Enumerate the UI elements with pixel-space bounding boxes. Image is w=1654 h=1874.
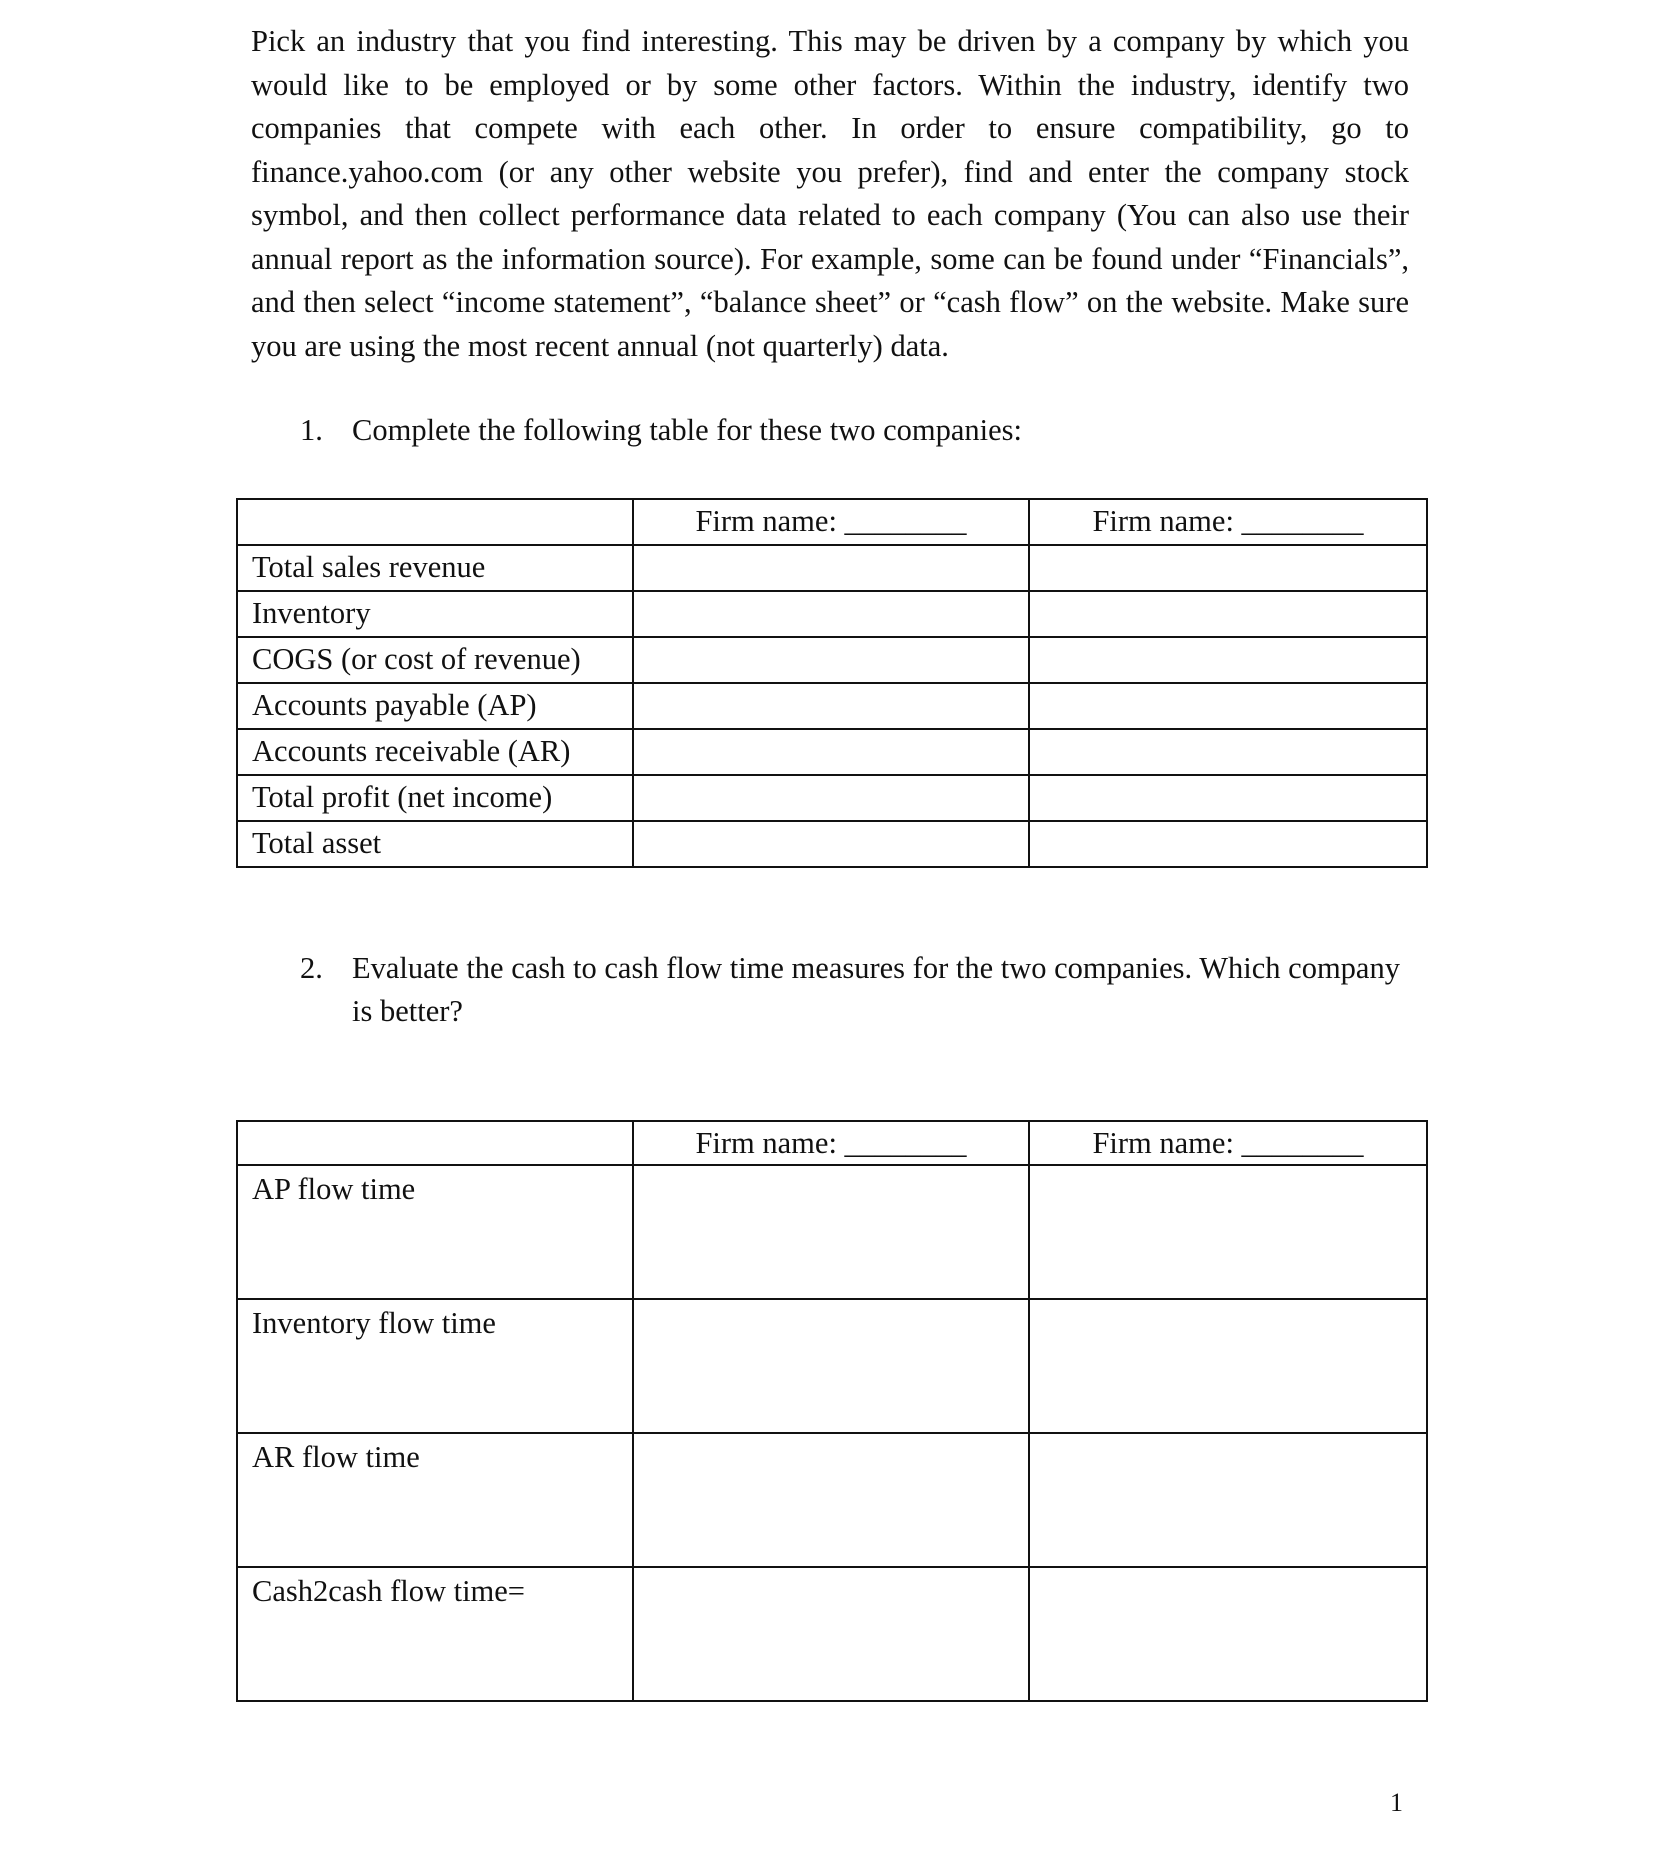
row-label-accounts-receivable: Accounts receivable (AR) — [237, 729, 633, 775]
value-cell-firm-2[interactable] — [1029, 1567, 1427, 1701]
value-cell-firm-1[interactable] — [633, 821, 1029, 867]
value-cell-firm-1[interactable] — [633, 1165, 1029, 1299]
value-cell-firm-1[interactable] — [633, 729, 1029, 775]
row-label-accounts-payable: Accounts payable (AP) — [237, 683, 633, 729]
table-row — [237, 1567, 1427, 1701]
firm-name-header-1: Firm name: ________ — [633, 499, 1029, 545]
value-cell-firm-2[interactable] — [1029, 1299, 1427, 1433]
table-header-row — [237, 1121, 1427, 1165]
value-cell-firm-1[interactable] — [633, 1299, 1029, 1433]
value-cell-firm-2[interactable] — [1029, 775, 1427, 821]
company-data-table — [236, 498, 1428, 868]
value-cell-firm-2[interactable] — [1029, 821, 1427, 867]
question-2-text-line-1: Evaluate the cash to cash flow time measures for the two companies. Which company — [352, 951, 1400, 985]
flow-time-table — [236, 1120, 1428, 1702]
table-row — [237, 683, 1427, 729]
table-row — [237, 729, 1427, 775]
row-label-total-profit: Total profit (net income) — [237, 775, 633, 821]
value-cell-firm-1[interactable] — [633, 775, 1029, 821]
value-cell-firm-2[interactable] — [1029, 1433, 1427, 1567]
row-label-ar-flow-time: AR flow time — [237, 1433, 633, 1567]
value-cell-firm-1[interactable] — [633, 545, 1029, 591]
row-label-total-asset: Total asset — [237, 821, 633, 867]
value-cell-firm-2[interactable] — [1029, 545, 1427, 591]
value-cell-firm-1[interactable] — [633, 591, 1029, 637]
question-2-number: 2. — [300, 951, 323, 985]
table-row — [237, 775, 1427, 821]
value-cell-firm-2[interactable] — [1029, 1165, 1427, 1299]
row-label-inventory-flow-time: Inventory flow time — [237, 1299, 633, 1433]
firm-name-header-2: Firm name: ________ — [1029, 1121, 1427, 1165]
table-header-cell — [237, 499, 633, 545]
value-cell-firm-1[interactable] — [633, 683, 1029, 729]
row-label-ap-flow-time: AP flow time — [237, 1165, 633, 1299]
row-label-cash2cash-flow-time: Cash2cash flow time= — [237, 1567, 633, 1701]
value-cell-firm-1[interactable] — [633, 1433, 1029, 1567]
instructions-paragraph: Pick an industry that you find interesting. This may be driven by a company by which you would like to be employed or by some other factors. Within the industry, identify two companies that compete with each other. In order to ensure compatibility, go to finance.yahoo.com (or any other website you prefer), find and enter the company stock symbol, and then collect performance data related to each company (You can also use their annual report as the information source). For example, some can be found under “Financials”, and then select “income statement”, “balance sheet” or “cash flow” on the website. Make sure you are using the most recent annual (not quarterly) data. — [251, 24, 1409, 363]
page-number: 1 — [1390, 1788, 1403, 1817]
table-row — [237, 821, 1427, 867]
table-row — [237, 1299, 1427, 1433]
firm-name-header-1: Firm name: ________ — [633, 1121, 1029, 1165]
table-header-cell — [237, 1121, 633, 1165]
row-label-cogs: COGS (or cost of revenue) — [237, 637, 633, 683]
table-row — [237, 591, 1427, 637]
row-label-total-sales-revenue: Total sales revenue — [237, 545, 633, 591]
row-label-inventory: Inventory — [237, 591, 633, 637]
table-row — [237, 545, 1427, 591]
value-cell-firm-1[interactable] — [633, 637, 1029, 683]
value-cell-firm-1[interactable] — [633, 1567, 1029, 1701]
question-1-number: 1. — [300, 413, 323, 447]
value-cell-firm-2[interactable] — [1029, 729, 1427, 775]
question-2-text-line-2: is better? — [352, 994, 463, 1028]
table-row — [237, 637, 1427, 683]
table-row — [237, 1165, 1427, 1299]
value-cell-firm-2[interactable] — [1029, 591, 1427, 637]
question-1-text: Complete the following table for these two companies: — [352, 413, 1022, 447]
table-header-row — [237, 499, 1427, 545]
firm-name-header-2: Firm name: ________ — [1029, 499, 1427, 545]
table-row — [237, 1433, 1427, 1567]
value-cell-firm-2[interactable] — [1029, 683, 1427, 729]
value-cell-firm-2[interactable] — [1029, 637, 1427, 683]
